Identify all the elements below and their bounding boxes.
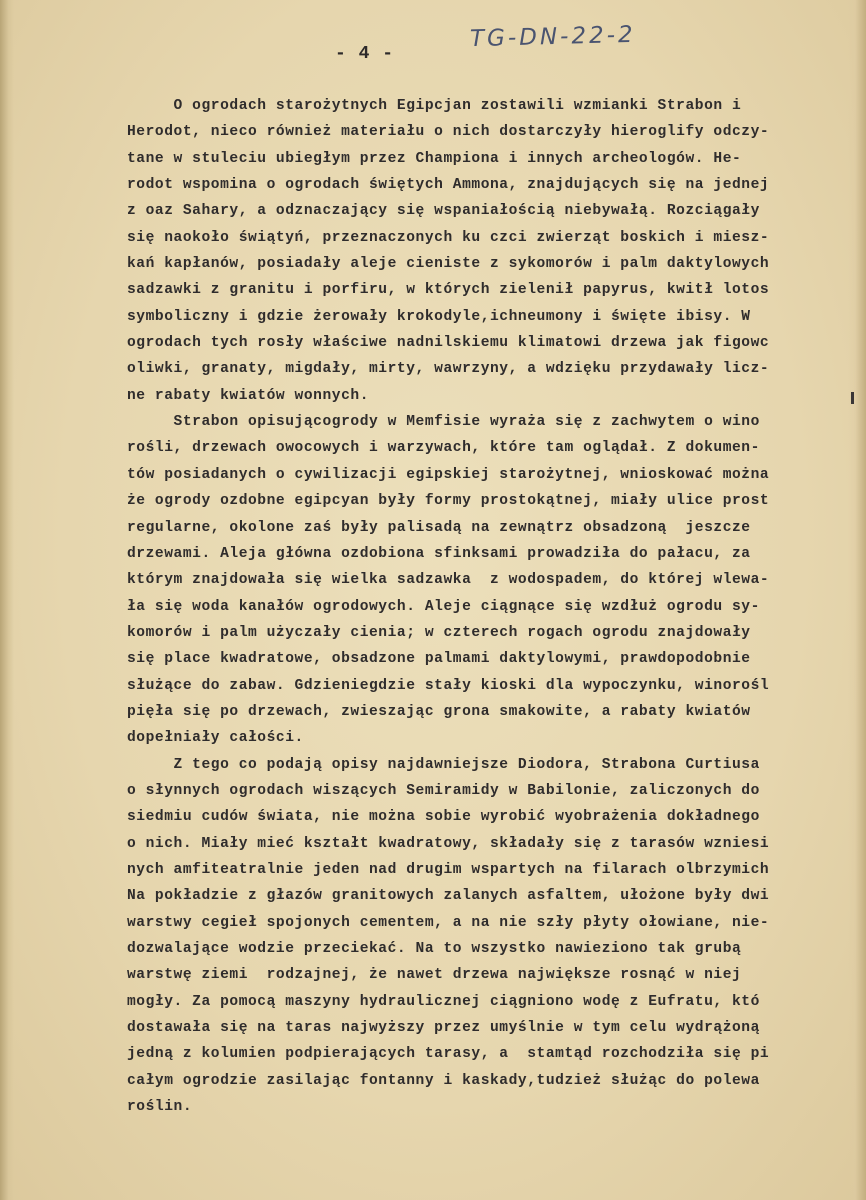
text-line: dozwalające wodzie przeciekać. Na to wszystko nawieziono tak grubą: [127, 941, 742, 957]
text-line: dopełniały całości.: [127, 730, 304, 747]
text-line: ogrodach tych rosły właściwe nadnilskiemu klimatowi drzewa jak figowc: [127, 335, 770, 352]
text-line: siedmiu cudów świata, nie można sobie wyrobić wyobrażenia dokładnego: [127, 809, 760, 826]
text-line: Herodot, nieco również materiału o nich dostarczyły hieroglify odczy-: [127, 124, 770, 141]
text-line: drzewami. Aleja główna ozdobiona sfinksami prowadziła do pałacu, za: [127, 545, 751, 562]
text-line: oliwki, granaty, migdały, mirty, wawrzyny, a wdzięku przydawały licz-: [127, 361, 770, 378]
text-line: się naokoło świątyń, przeznaczonych ku czci zwierząt boskich i miesz-: [127, 229, 770, 246]
text-line: symboliczny i gdzie żerowały krokodyle,ichneumony i święte ibisy. W: [127, 308, 751, 325]
text-line: komorów i palm użyczały cienia; w czterech rogach ogrodu znajdowały: [127, 624, 751, 641]
typewritten-body: [127, 93, 847, 1120]
text-line: tane w stuleciu ubiegłym przez Championa i innych archeologów. He-: [127, 150, 742, 167]
text-line: ne rabaty kwiatów wonnych.: [127, 387, 369, 404]
text-line: kań kapłanów, posiadały aleje cieniste z sykomorów i palm daktylowych: [127, 256, 770, 273]
text-line: warstwy cegieł spojonych cementem, a na nie szły płyty ołowiane, nie-: [127, 914, 770, 931]
text-line: pięła się po drzewach, zwieszając grona smakowite, a rabaty kwiatów: [127, 703, 751, 720]
text-line: którym znajdowała się wielka sadzawka z wodospadem, do której wlewa-: [127, 572, 770, 589]
text-line: Strabon opisującogrody w Memfisie wyraża się z zachwytem o wino: [127, 414, 760, 431]
text-line: o słynnych ogrodach wiszących Semiramidy w Babilonie, zaliczonych do: [127, 782, 760, 799]
text-line: całym ogrodzie zasilając fontanny i kaskady,tudzież służąc do polewa: [127, 1072, 760, 1089]
page-number: - 4 -: [335, 44, 395, 64]
page-left-shadow: [0, 0, 14, 1200]
text-line: O ogrodach starożytnych Egipcjan zostawili wzmianki Strabon i: [127, 98, 742, 114]
text-line: Na pokładzie z głazów granitowych zalanych asfaltem, ułożone były dwi: [127, 888, 770, 905]
text-line: roślin.: [127, 1099, 193, 1116]
text-line: się place kwadratowe, obsadzone palmami daktylowymi, prawdopodobnie: [127, 651, 751, 668]
margin-mark: [851, 392, 854, 404]
text-line: warstwę ziemi rodzajnej, że nawet drzewa największe rosnąć w niej: [127, 967, 742, 984]
text-line: ła się woda kanałów ogrodowych. Aleje ciągnące się wzdłuż ogrodu sy-: [127, 598, 760, 615]
handwritten-signature-code: TG-DN-22-2: [469, 21, 636, 53]
text-line: mogły. Za pomocą maszyny hydraulicznej ciągniono wodę z Eufratu, któ: [127, 993, 760, 1010]
text-line: nych amfiteatralnie jeden nad drugim wspartych na filarach olbrzymich: [127, 861, 770, 878]
text-line: rośli, drzewach owocowych i warzywach, które tam oglądał. Z dokumen-: [127, 440, 760, 457]
text-line: sadzawki z granitu i porfiru, w których zielenił papyrus, kwitł lotos: [127, 282, 770, 299]
page-right-edge: [848, 0, 866, 1200]
text-line: Z tego co podają opisy najdawniejsze Diodora, Strabona Curtiusa: [127, 756, 760, 773]
text-line: dostawała się na taras najwyższy przez umyślnie w tym celu wydrążoną: [127, 1020, 760, 1037]
text-line: jedną z kolumien podpierających tarasy, a stamtąd rozchodziła się pi: [127, 1046, 770, 1063]
text-line: tów posiadanych o cywilizacji egipskiej starożytnej, wnioskować można: [127, 466, 770, 483]
text-line: z oaz Sahary, a odznaczający się wspaniałością niebywałą. Rozciągały: [127, 203, 760, 220]
text-line: o nich. Miały mieć kształt kwadratowy, składały się z tarasów wzniesi: [127, 835, 770, 852]
text-line: regularne, okolone zaś były palisadą na zewnątrz obsadzoną jeszcze: [127, 519, 751, 536]
text-line: rodot wspomina o ogrodach świętych Ammona, znajdujących się na jednej: [127, 177, 770, 194]
text-line: służące do zabaw. Gdzieniegdzie stały kioski dla wypoczynku, winorośl: [127, 677, 770, 694]
text-line: że ogrody ozdobne egipcyan były formy prostokątnej, miały ulice prost: [127, 493, 770, 510]
